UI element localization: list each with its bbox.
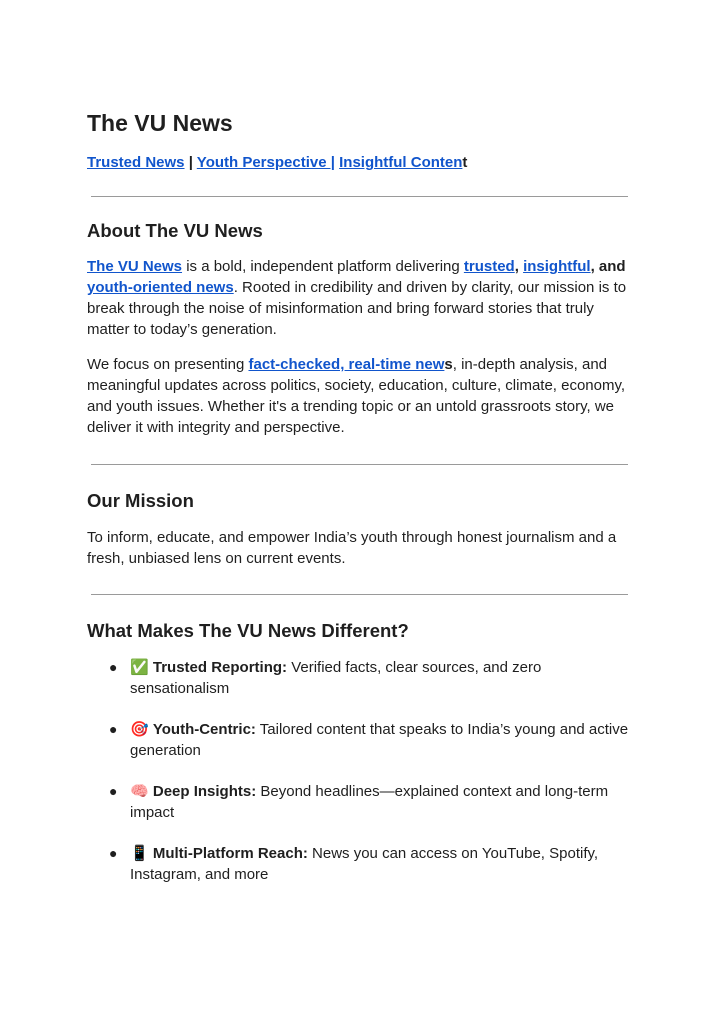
and-text: and [594, 258, 626, 275]
insightful-link[interactable]: insightful [523, 258, 591, 275]
trusted-link[interactable]: trusted [463, 258, 515, 275]
document-page [87, 108, 635, 905]
about-paragraph-1 [87, 256, 635, 340]
feature-text: Beyond headlines—explained context and long-term impact [130, 783, 609, 821]
list-item [87, 843, 635, 885]
mission-text: To inform, educate, and empower India’s youth through honest journalism and a fresh, unbiased lens on current events. [87, 529, 617, 567]
vu-news-link[interactable]: The VU News [87, 258, 183, 275]
brain-icon: 🧠 [130, 782, 149, 800]
about-text: , in-depth analysis, and meaningful updates across politics, society, education, culture, climate, economy, and youth issues. Whether it's a trending topic or an untold grassroots story, we deliver it with integrity and perspective. [87, 356, 626, 436]
about-heading: About The VU News [87, 220, 263, 241]
about-text: is a bold, independent platform delivering [182, 258, 464, 275]
bullet-icon: ● [109, 659, 118, 675]
comma: , [590, 258, 595, 275]
mission-heading: Our Mission [87, 490, 194, 511]
bold-letter: s [444, 356, 453, 373]
page-title: The VU News [87, 110, 233, 136]
bullet-icon: ● [109, 783, 118, 799]
trusted-news-link[interactable]: Trusted News [87, 154, 185, 171]
feature-text: Verified facts, clear sources, and zero sensationalism [130, 659, 542, 697]
fact-checked-news-link[interactable]: fact-checked, real-time new [248, 356, 445, 373]
bullet-icon: ● [109, 845, 118, 861]
list-item [87, 657, 635, 699]
different-heading: What Makes The VU News Different? [87, 620, 409, 641]
about-paragraph-2 [87, 354, 635, 438]
about-text: We focus on presenting [87, 356, 249, 373]
features-list [87, 657, 635, 885]
feature-label: Trusted Reporting: [152, 659, 288, 676]
youth-perspective-link[interactable]: Youth Perspective | [196, 154, 335, 171]
tagline-separator: | [184, 154, 197, 171]
check-mark-icon: ✅ [130, 658, 149, 676]
tagline-tail: t [462, 154, 468, 171]
divider [91, 594, 628, 595]
target-icon: 🎯 [130, 720, 149, 738]
about-text: . Rooted in credibility and driven by clarity, our mission is to break through the noise of misinformation and bring forward stories that truly matter to today’s generation. [87, 279, 627, 338]
list-item [87, 781, 635, 823]
comma: , [514, 258, 524, 275]
youth-oriented-news-link[interactable]: youth-oriented news [87, 279, 234, 296]
feature-label: Youth-Centric: [152, 721, 256, 738]
feature-label: Multi-Platform Reach: [152, 845, 308, 862]
feature-text: News you can access on YouTube, Spotify, Instagram, and more [130, 845, 599, 883]
divider [91, 464, 628, 465]
divider [91, 196, 628, 197]
mobile-phone-icon: 📱 [130, 844, 149, 862]
tagline [87, 153, 635, 173]
feature-label: Deep Insights: [152, 783, 257, 800]
bullet-icon: ● [109, 721, 118, 737]
insightful-content-link[interactable]: Insightful Conten [339, 154, 463, 171]
list-item [87, 719, 635, 761]
feature-text: Tailored content that speaks to India’s young and active generation [130, 721, 629, 759]
